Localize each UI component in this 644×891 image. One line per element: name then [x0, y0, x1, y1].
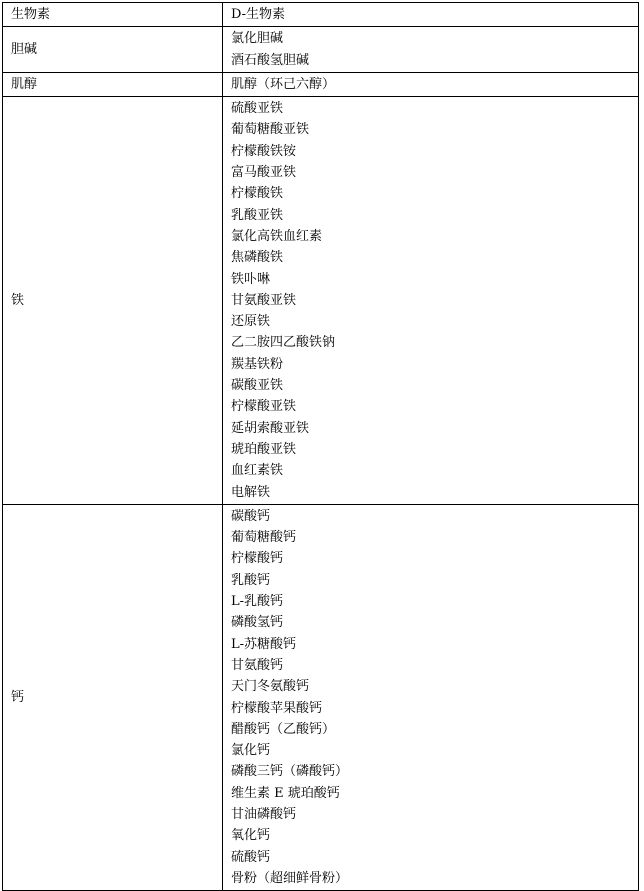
nutrient-name-cell: 铁 [3, 97, 223, 505]
compound-item: 甘氨酸亚铁 [231, 292, 297, 308]
compound-item: 延胡索酸亚铁 [231, 420, 310, 436]
compound-list-cell [223, 504, 639, 890]
compound-item: 柠檬酸苹果酸钙 [231, 700, 323, 716]
compound-item: 碳酸钙 [231, 508, 271, 524]
compound-list-cell [223, 72, 639, 96]
table-row [3, 504, 639, 890]
compound-item: 乳酸亚铁 [231, 207, 284, 223]
compound-item: 还原铁 [231, 314, 271, 330]
compound-item: 羰基铁粉 [231, 356, 284, 372]
compound-item: 甘氨酸钙 [231, 657, 284, 673]
compound-item: 氧化钙 [231, 828, 271, 844]
compound-item: 柠檬酸铁 [231, 186, 284, 202]
compound-item: 焦磷酸铁 [231, 250, 284, 266]
compound-item: 柠檬酸铁铵 [231, 143, 297, 159]
compound-item: 柠檬酸钙 [231, 551, 284, 567]
compound-item: 柠檬酸亚铁 [231, 399, 297, 415]
compound-item: 碳酸亚铁 [231, 378, 284, 394]
table-row [3, 72, 639, 96]
compound-item: 酒石酸氢胆碱 [231, 52, 310, 68]
compound-item: 血红素铁 [231, 463, 284, 479]
compound-item: 氯化钙 [231, 743, 271, 759]
table-row [3, 27, 639, 73]
compound-item: 维生素 E 琥珀酸钙 [231, 785, 340, 801]
compound-item: 醋酸钙（乙酸钙） [231, 721, 336, 737]
compound-item: 硫酸钙 [231, 849, 271, 865]
compound-item: L-苏糖酸钙 [231, 636, 297, 652]
compound-item: 电解铁 [231, 484, 271, 500]
compound-item: 甘油磷酸钙 [231, 806, 297, 822]
compound-item: 磷酸氢钙 [231, 615, 284, 631]
compound-item: 葡萄糖酸钙 [231, 530, 297, 546]
nutrient-name-cell: 生物素 [3, 3, 223, 27]
nutrient-name-cell: 胆碱 [3, 27, 223, 73]
compound-item: 乙二胺四乙酸铁钠 [231, 335, 336, 351]
compound-item: 天门冬氨酸钙 [231, 679, 310, 695]
compound-list-cell [223, 27, 639, 73]
table-row [3, 97, 639, 505]
compound-item: 肌醇（环己六醇） [231, 76, 336, 92]
nutrient-compound-table [2, 2, 639, 891]
compound-item: 骨粉（超细鲜骨粉） [231, 870, 349, 886]
nutrient-name-cell: 肌醇 [3, 72, 223, 96]
compound-item: 氯化高铁血红素 [231, 228, 323, 244]
nutrient-name-cell: 钙 [3, 504, 223, 890]
compound-item: 乳酸钙 [231, 572, 271, 588]
compound-item: L-乳酸钙 [231, 594, 284, 610]
compound-item: 葡萄糖酸亚铁 [231, 122, 310, 138]
compound-list-cell [223, 97, 639, 505]
table-row-biotin [3, 3, 639, 27]
compound-item: 富马酸亚铁 [231, 165, 297, 181]
compound-item: 硫酸亚铁 [231, 101, 284, 117]
compound-item: 琥珀酸亚铁 [231, 441, 297, 457]
compound-item: 铁卟啉 [231, 271, 271, 287]
compound-item: 磷酸三钙（磷酸钙） [231, 764, 349, 780]
compound-cell: D-生物素 [223, 3, 639, 27]
compound-item: 氯化胆碱 [231, 31, 284, 47]
